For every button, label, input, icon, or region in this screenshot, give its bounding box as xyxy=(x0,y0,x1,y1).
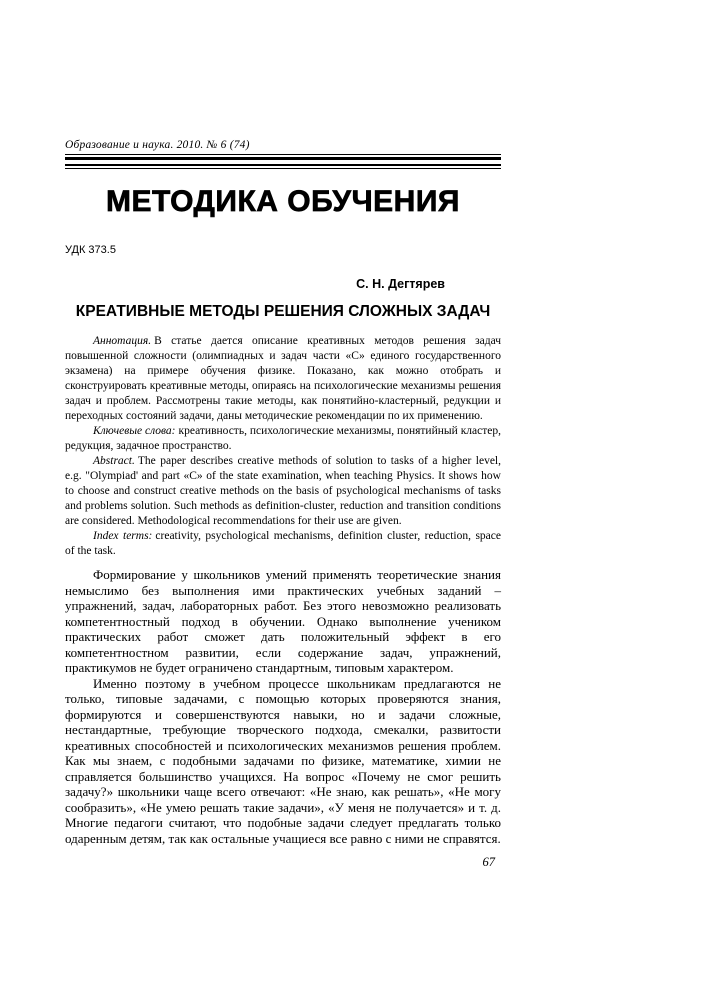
abstract-en-text: The paper describes creative methods of solution to tasks of a higher level, e.g. "Olympiad' and part «C» of the state examination, when teaching Physics. It shows how to choose and construct creative methods on the basis of psychological mechanisms of tasks and problems solution. Such methods as definition-cluster, reduction and transition conditions are considered. Methodological recommendations for their use are given. xyxy=(65,455,501,527)
article-title: КРЕАТИВНЫЕ МЕТОДЫ РЕШЕНИЯ СЛОЖНЫХ ЗАДАЧ xyxy=(75,303,491,320)
abstract-block xyxy=(65,334,501,559)
abstract-ru-text: В статье дается описание креативных методов решения задач повышенной сложности (олимпиадных и задач части «С» единого государственного экзамена) на примере обучения физике. Показано, как можно отобрать и сконструировать креативные методы, опираясь на психологические механизмы решения задач и проблем. Рассмотрены такие методы, как понятийно-кластерный, редукции и переходных состояний задачи, даны методические рекомендации по их применению. xyxy=(65,335,501,422)
abstract-ru xyxy=(65,334,501,424)
body-paragraph-2: Именно поэтому в учебном процессе школьникам предлагаются не только, типовые задачами, с помощью которых проверяются знания, формируются и совершенствуются навыки, но и задачи сложные, нестандартные, требующие творческого подхода, смекалки, развитости креативных способностей и психологических механизмов решения проблем. Как мы знаем, с подобными задачами по физике, математике, химии не справляется большинство учащихся. На вопрос «Почему не смог решить задачу?» школьники чаще всего отвечают: «Не знаю, как решать», «Не могу сообразить», «Не умею решать такие задачи», «У меня не получается» и т. д. Многие педагоги считают, что подобные задачи следует предлагать только одаренным детям, так как остальные учащиеся все равно с ними не справятся. xyxy=(65,675,501,846)
divider-thin xyxy=(65,168,501,169)
keywords-ru-lead: Ключевые слова: xyxy=(93,425,176,437)
keywords-en xyxy=(65,529,501,559)
keywords-ru-text: креативность, психологические механизмы, понятийный кластер, редукция, задачное пространство. xyxy=(65,425,501,452)
content-column xyxy=(65,0,501,870)
abstract-en-lead: Abstract. xyxy=(93,455,135,467)
author-name: С. Н. Дегтярев xyxy=(356,277,445,291)
page-number: 67 xyxy=(482,855,495,869)
keywords-en-lead: Index terms: xyxy=(93,530,153,542)
running-head: Образование и наука. 2010. № 6 (74) xyxy=(65,139,501,155)
keywords-ru xyxy=(65,424,501,454)
article-body xyxy=(65,567,501,846)
abstract-en xyxy=(65,454,501,529)
udc-label: УДК 373.5 xyxy=(65,244,116,256)
body-paragraph-1: Формирование у школьников умений применять теоретические знания немыслимо без выполнения ими практических учебных заданий – упражнений, задач, лабораторных работ. Без этого невозможно реализовать компетентностный подход в обучении. Однако выполнение учеником практических работ сможет дать положительный эффект в его компетентностном развитии, если содержание задач, упражнений, практикумов не будет ограничено стандартным, типовым характером. xyxy=(65,567,501,675)
section-title: МЕТОДИКА ОБУЧЕНИЯ xyxy=(106,185,460,218)
divider-thick xyxy=(65,157,501,160)
abstract-ru-lead: Аннотация. xyxy=(93,335,152,347)
keywords-en-text: creativity, psychological mechanisms, definition cluster, reduction, space of the task. xyxy=(65,530,501,557)
divider-medium xyxy=(65,164,501,166)
